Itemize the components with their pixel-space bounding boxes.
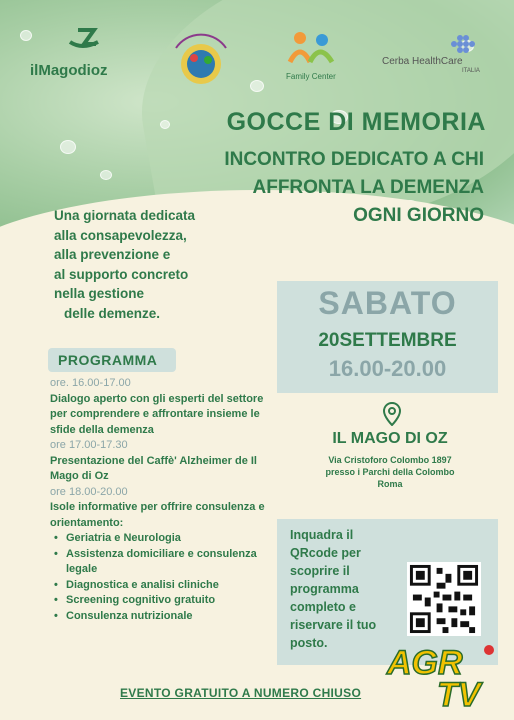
intro-line: Una giornata dedicata — [54, 208, 196, 223]
family-center-icon — [282, 28, 342, 68]
subtitle-line: OGNI GIORNO — [353, 205, 484, 226]
programma-label: PROGRAMMA — [58, 352, 158, 368]
program-desc: Isole informative per offrire consulenza e orientamento: — [50, 501, 265, 529]
footer-note: EVENTO GRATUITO A NUMERO CHIUSO — [120, 686, 362, 700]
mago-di-oz-logo — [30, 28, 140, 88]
program-desc: Presentazione del Caffè' Alzheimer de Il Mago di Oz — [50, 454, 257, 482]
venue-address: Via Cristoforo Colombo 1897 — [328, 455, 452, 465]
water-drop — [160, 120, 170, 129]
water-drop — [60, 140, 76, 154]
cerba-logo — [382, 32, 492, 82]
agr-tv-watermark — [385, 640, 505, 710]
intro-line: nella gestione — [54, 286, 145, 301]
intro-line: alla prevenzione e — [54, 247, 171, 262]
subtitle — [224, 146, 484, 230]
venue-name: IL MAGO DI OZ — [332, 430, 448, 447]
list-item: • Screening cognitivo gratuito — [64, 593, 275, 609]
program-time: ore. 16.00-17.00 — [50, 377, 131, 389]
list-item: • Geriatria e Neurologia — [64, 531, 275, 547]
intro-line: alla consapevolezza, — [54, 227, 187, 243]
amici-alzheimer-logo — [168, 28, 234, 94]
family-center-text: Family Center — [286, 72, 336, 81]
water-drop — [100, 170, 112, 180]
service-list — [50, 531, 275, 624]
event-day: SABATO — [318, 285, 457, 321]
event-time: 16.00-20.00 — [328, 356, 447, 381]
cerba-text: Cerba HealthCare — [382, 56, 463, 67]
list-item: • Consulenza nutrizionale — [64, 609, 275, 625]
family-center-logo — [282, 28, 342, 86]
list-item: • Diagnostica e analisi cliniche — [64, 578, 275, 594]
intro-line: delle demenze. — [64, 305, 161, 321]
svg-text:TV: TV — [437, 676, 481, 710]
association-logo-icon — [168, 28, 234, 94]
program-time: ore 17.00-17.30 — [50, 439, 128, 451]
venue-city: Roma — [377, 479, 403, 489]
water-drop — [250, 80, 264, 92]
subtitle-line: AFFRONTA LA DEMENZA — [252, 177, 484, 198]
location-pin-icon — [383, 402, 401, 426]
program-desc: Dialogo aperto con gli esperti del settore per comprendere e affrontare insieme le sfide della demenza — [50, 392, 264, 436]
main-title: GOCCE DI MEMORIA — [226, 108, 486, 136]
list-item: • Assistenza domiciliare e consulenza legale — [64, 547, 275, 578]
subtitle-line: INCONTRO DEDICATO A CHI — [224, 149, 484, 170]
qr-code-icon[interactable] — [407, 562, 481, 636]
intro-line: al supporto concreto — [54, 266, 189, 282]
programma-list — [50, 376, 275, 624]
intro-text — [54, 206, 195, 323]
mago-di-oz-logo-icon — [30, 28, 140, 88]
event-date: 20SETTEMBRE — [318, 330, 457, 351]
program-time: ore 18.00-20.00 — [50, 485, 128, 498]
svg-text:AGR: AGR — [387, 644, 463, 682]
qr-instructions: Inquadra il QRcode per scoprire il programma completo e riservare il tuo posto. — [290, 528, 377, 650]
mago-logo-text: ilMagodioz — [30, 62, 108, 79]
venue-info — [290, 430, 490, 490]
venue-address: presso i Parchi della Colombo — [325, 467, 455, 477]
cerba-sub-text: ITALIA — [462, 68, 480, 74]
